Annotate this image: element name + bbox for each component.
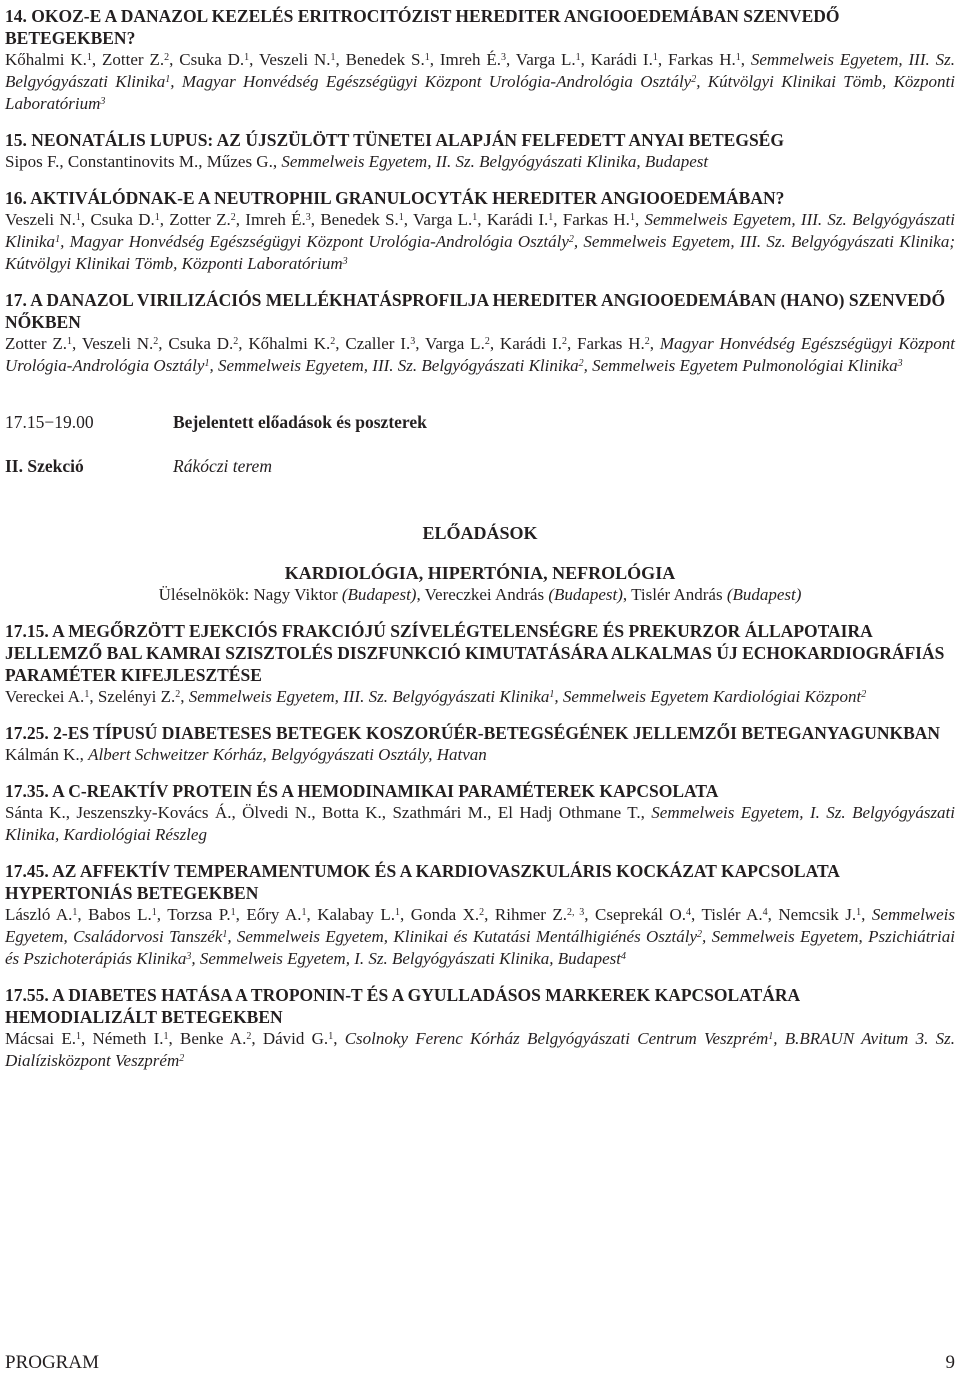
footer-label: PROGRAM xyxy=(5,1352,99,1373)
page-number: 9 xyxy=(945,1352,955,1373)
section-heading: ELŐADÁSOK xyxy=(422,523,538,543)
abstract-entry xyxy=(5,620,955,708)
session-time: 17.15−19.00 xyxy=(5,412,94,432)
abstract-entry xyxy=(5,129,955,173)
session-title: Bejelentett előadások és poszterek xyxy=(173,412,427,432)
abstract-authors: Vereckei A.$^1$, Szelényi Z.$^2$, Semmelweis Egyetem, III. Sz. Belgyógyászati Klinika$^1$, Semmelweis Egyetem Kardiológiai Központ$^2$ xyxy=(5,687,867,706)
abstract-entry xyxy=(5,780,955,846)
abstract-title: 14. OKOZ-E A DANAZOL KEZELÉS ERITROCITÓZIST HEREDITER ANGIOOEDEMÁBAN SZENVEDŐ BETEGEKBEN? xyxy=(5,6,840,48)
abstract-authors: Kálmán K., Albert Schweitzer Kórház, Belgyógyászati Osztály, Hatvan xyxy=(5,745,487,764)
abstract-title: 16. AKTIVÁLÓDNAK-E A NEUTROPHIL GRANULOCYTÁK HEREDITER ANGIOOEDEMÁBAN? xyxy=(5,188,785,208)
abstract-list-bottom xyxy=(5,620,955,1072)
abstract-entry xyxy=(5,984,955,1072)
abstract-list-top xyxy=(5,5,955,377)
abstract-title: 17.25. 2-ES TÍPUSÚ DIABETESES BETEGEK KOSZORÚÉR-BETEGSÉGÉNEK JELLEMZŐI BETEGANYAGUNKBAN xyxy=(5,723,941,743)
abstract-authors: Sipos F., Constantinovits M., Műzes G., Semmelweis Egyetem, II. Sz. Belgyógyászati Klinika, Budapest xyxy=(5,152,709,171)
abstract-title: 17.15. A MEGŐRZÖTT EJEKCIÓS FRAKCIÓJÚ SZÍVELÉGTELENSÉGRE ÉS PREKURZOR ÁLLAPOTAIRA JELLEMZŐ BAL KAMRAI SZISZTOLÉS DISZFUNKCIÓ KIMUTATÁSÁRA ALKALMAS ÚJ ECHOKARDIOGRÁFIÁS PARAMÉTER KIFEJLESZTÉSE xyxy=(5,621,945,685)
session-time-row xyxy=(5,411,955,433)
page-footer xyxy=(5,1352,955,1374)
topic-heading: KARDIOLÓGIA, HIPERTÓNIA, NEFROLÓGIA xyxy=(284,563,676,583)
abstract-authors: Veszeli N.$^1$, Csuka D.$^1$, Zotter Z.$^2$, Imreh É.$^3$, Benedek S.$^1$, Varga L.$^1$, Karádi I.$^1$, Farkas H.$^1$, Semmelweis Egyetem, III. Sz. Belgyógyászati Klinika$^1$, Magyar Honvédség Egészségügyi Központ Urológia-Andrológia Osztály$^2$, Semmelweis Egyetem, III. Sz. Belgyógyászati Klinika; Kútvölgyi Klinikai Tömb, Központi Laboratórium$^3$ xyxy=(5,210,955,273)
abstract-authors: Mácsai E.$^1$, Németh I.$^1$, Benke A.$^2$, Dávid G.$^1$, Csolnoky Ferenc Kórház Belgyógyászati Centrum Veszprém$^1$, B.BRAUN Avitum 3. Sz. Dialízisközpont Veszprém$^2$ xyxy=(5,1029,955,1070)
abstract-title: 17.35. A C-REAKTÍV PROTEIN ÉS A HEMODINAMIKAI PARAMÉTEREK KAPCSOLATA xyxy=(5,781,719,801)
session-chairs: Üléselnökök: Nagy Viktor (Budapest), Vereczkei András (Budapest), Tislér András (Budapest) xyxy=(158,585,802,604)
abstract-entry xyxy=(5,289,955,377)
abstract-title: 17.45. AZ AFFEKTÍV TEMPERAMENTUMOK ÉS A KARDIOVASZKULÁRIS KOCKÁZAT KAPCSOLATA HYPERTONIÁS BETEGEKBEN xyxy=(5,861,839,903)
abstract-authors: Sánta K., Jeszenszky-Kovács Á., Ölvedi N., Botta K., Szathmári M., El Hadj Othmane T., Semmelweis Egyetem, I. Sz. Belgyógyászati Klinika, Kardiológiai Részleg xyxy=(5,803,956,844)
abstract-authors: Kőhalmi K.$^1$, Zotter Z.$^2$, Csuka D.$^1$, Veszeli N.$^1$, Benedek S.$^1$, Imreh É.$^3$, Varga L.$^1$, Karádi I.$^1$, Farkas H.$^1$, Semmelweis Egyetem, III. Sz. Belgyógyászati Klinika$^1$, Magyar Honvédség Egészségügyi Központ Urológia-Andrológia Osztály$^2$, Kútvölgyi Klinikai Tömb, Központi Laboratórium$^3$ xyxy=(5,50,955,113)
session-section: II. Szekció xyxy=(5,456,84,476)
abstract-entry xyxy=(5,187,955,275)
abstract-authors: Zotter Z.$^1$, Veszeli N.$^2$, Csuka D.$^2$, Kőhalmi K.$^2$, Czaller I.$^3$, Varga L.$^2$, Karádi I.$^2$, Farkas H.$^2$, Magyar Honvédség Egészségügyi Központ Urológia-Andrológia Osztály$^1$, Semmelweis Egyetem, III. Sz. Belgyógyászati Klinika$^2$, Semmelweis Egyetem Pulmonológiai Klinika$^3$ xyxy=(5,334,956,375)
abstract-entry xyxy=(5,5,955,115)
abstract-title: 17.55. A DIABETES HATÁSA A TROPONIN-T ÉS A GYULLADÁSOS MARKEREK KAPCSOLATÁRA HEMODIALIZÁLT BETEGEKBEN xyxy=(5,985,800,1027)
program-page xyxy=(5,5,955,1072)
abstract-title: 17. A DANAZOL VIRILIZÁCIÓS MELLÉKHATÁSPROFILJA HEREDITER ANGIOOEDEMÁBAN (HANO) SZENVEDŐ NŐKBEN xyxy=(5,290,946,332)
abstract-entry xyxy=(5,722,955,766)
abstract-authors: László A.$^1$, Babos L.$^1$, Torzsa P.$^1$, Eőry A.$^1$, Kalabay L.$^1$, Gonda X.$^2$, Rihmer Z.$^{2, 3}$, Cseprekál O.$^4$, Tislér A.$^4$, Nemcsik J.$^1$, Semmelweis Egyetem, Családorvosi Tanszék$^1$, Semmelweis Egyetem, Klinikai és Kutatási Mentálhigiénés Osztály$^2$, Semmelweis Egyetem, Pszichiátriai és Pszichoterápiás Klinika$^3$, Semmelweis Egyetem, I. Sz. Belgyógyászati Klinika, Budapest$^4$ xyxy=(5,905,956,968)
session-section-row xyxy=(5,455,955,477)
abstract-entry xyxy=(5,860,955,970)
session-room: Rákóczi terem xyxy=(173,456,272,476)
abstract-title: 15. NEONATÁLIS LUPUS: AZ ÚJSZÜLÖTT TÜNETEI ALAPJÁN FELFEDETT ANYAI BETEGSÉG xyxy=(5,130,784,150)
